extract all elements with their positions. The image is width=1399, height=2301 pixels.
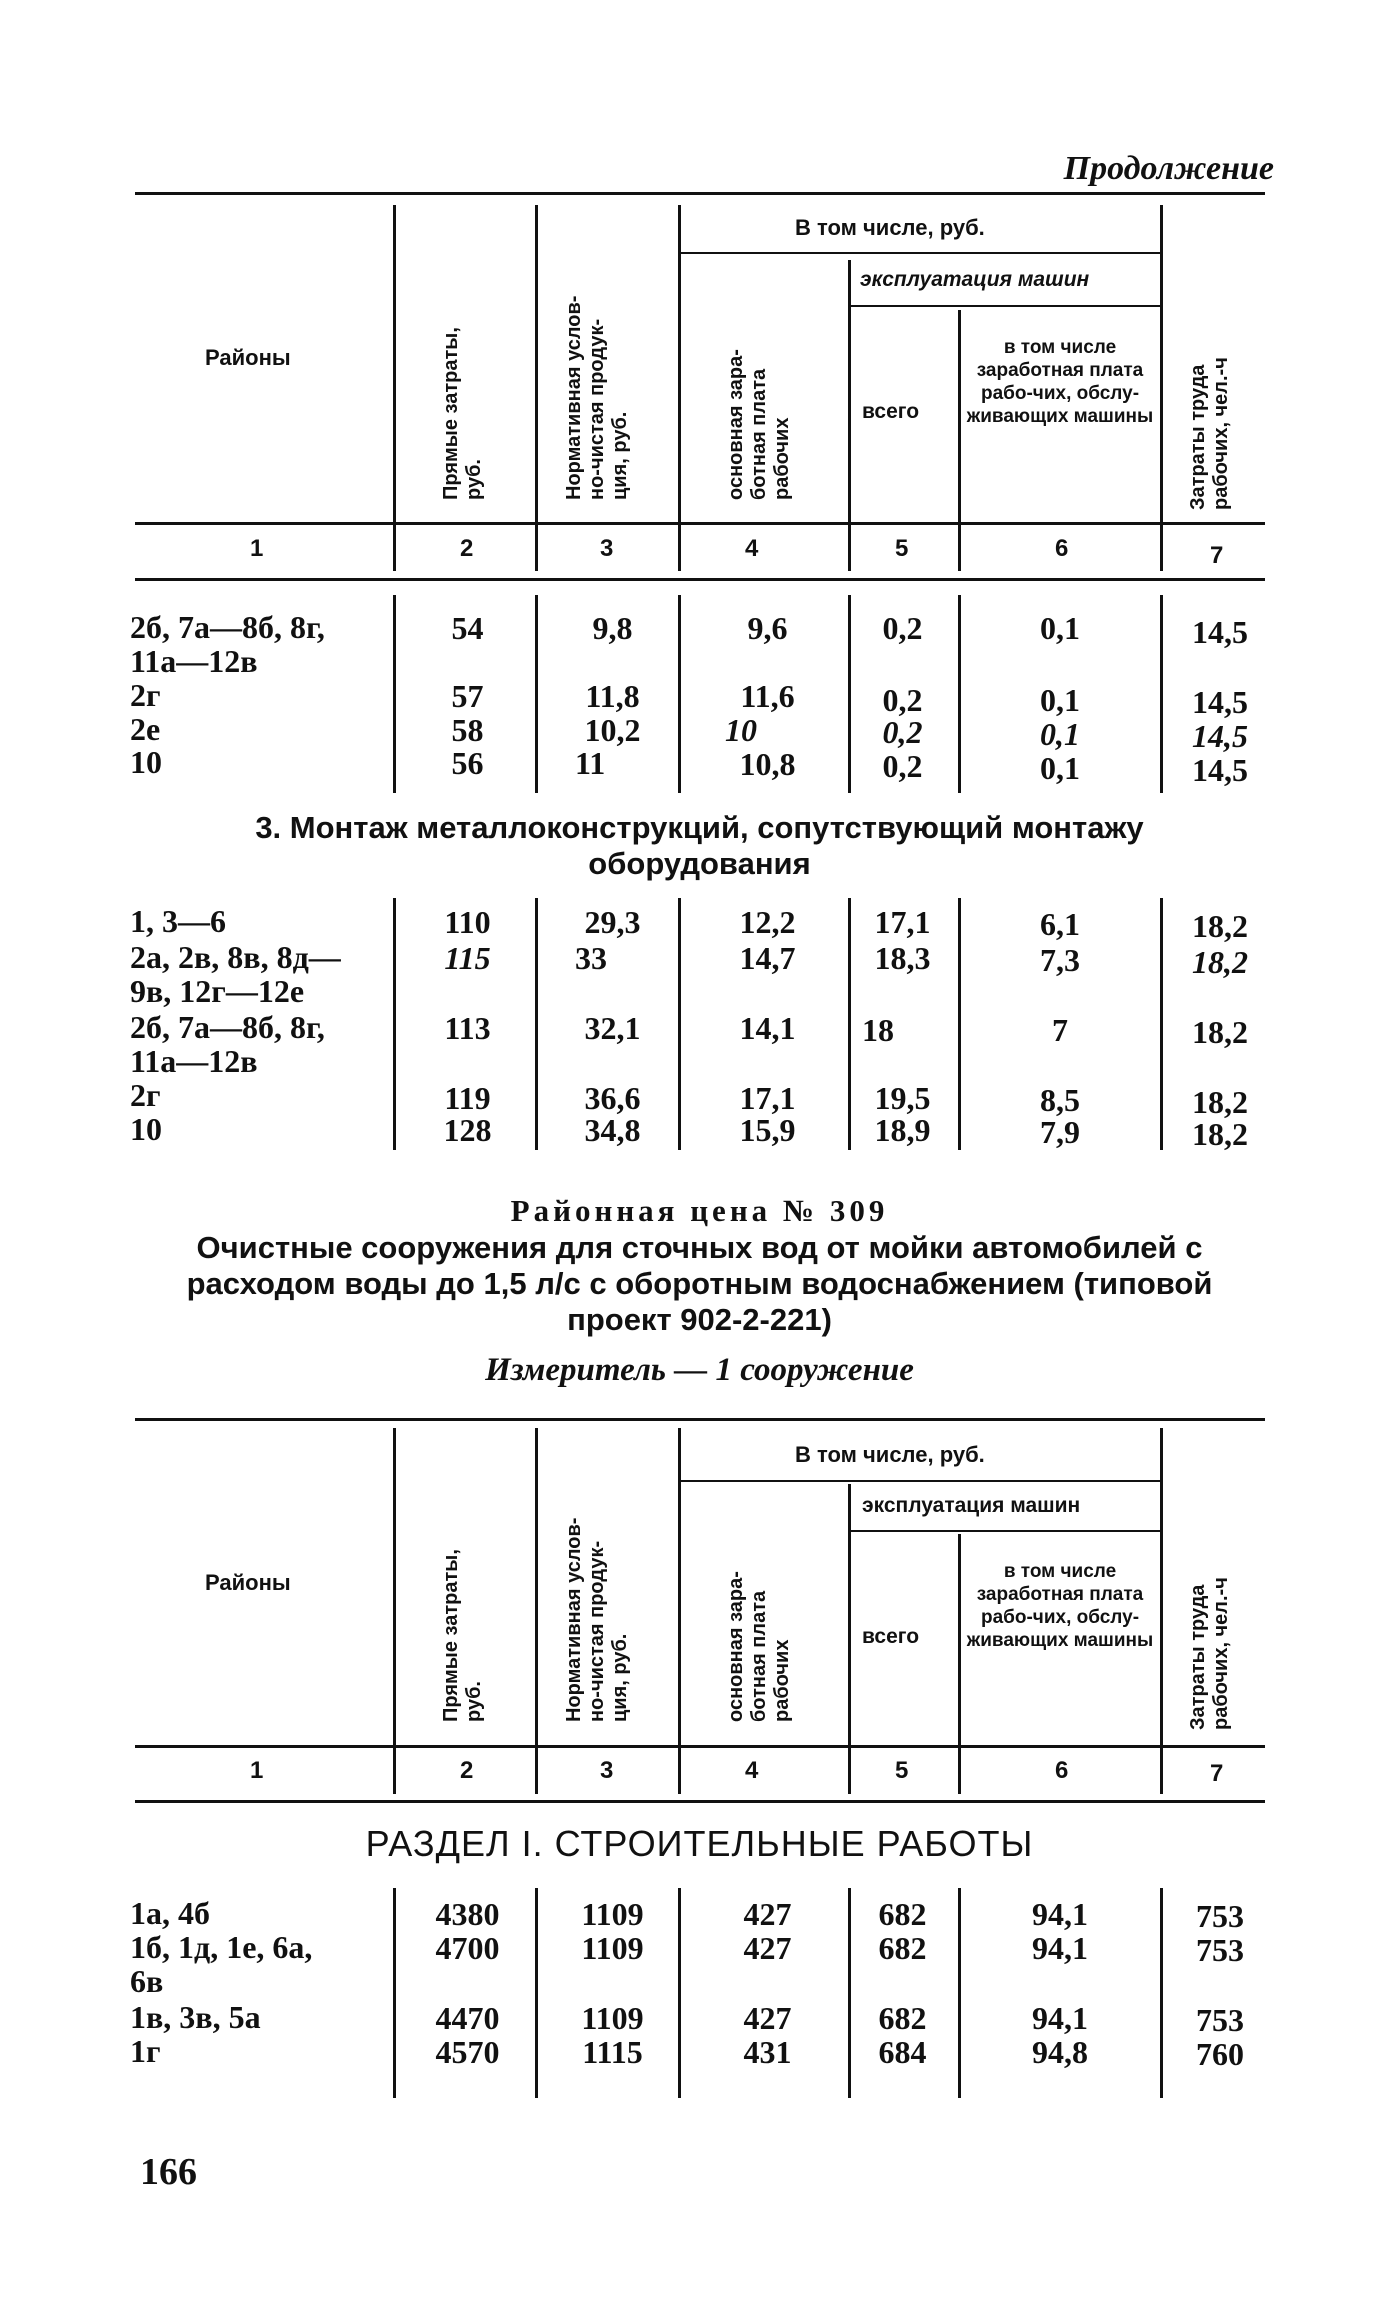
col-number: 2	[460, 1757, 474, 1784]
value-cell: 18,2	[1192, 1084, 1248, 1120]
value-cell: 0,1	[1040, 682, 1080, 718]
value-cell: 36,6	[584, 1080, 641, 1116]
value-cell: 0,2	[882, 748, 923, 784]
region-cell: 2г	[130, 1077, 161, 1113]
value-cell: 56	[451, 745, 484, 781]
region-cell: 10	[130, 744, 162, 780]
value-cell: 33	[575, 940, 607, 976]
value-cell: 29,3	[584, 904, 641, 940]
col-number: 7	[1210, 1760, 1224, 1787]
section-1-title: РАЗДЕЛ I. СТРОИТЕЛЬНЫЕ РАБОТЫ	[365, 1823, 1034, 1864]
value-cell: 94,1	[1032, 1930, 1088, 1966]
header-zatraty: Затраты труда рабочих, чел.-ч	[1187, 1577, 1232, 1730]
value-cell: 57	[451, 678, 484, 714]
value-cell: 18,3	[874, 940, 931, 976]
value-cell: 0,1	[1040, 750, 1080, 786]
value-cell: 18	[862, 1012, 894, 1048]
region-cell: 11а—12в	[130, 1043, 258, 1079]
section-3-title: 3. Монтаж металлоконструкций, сопутствующий монтажу	[255, 810, 1144, 845]
value-cell: 1109	[581, 1930, 644, 1966]
value-cell: 7	[1052, 1012, 1068, 1048]
value-cell: 753	[1196, 1898, 1244, 1934]
value-cell: 14,5	[1192, 684, 1248, 720]
value-cell: 4700	[435, 1930, 500, 1966]
value-cell: 18,2	[1192, 1014, 1248, 1050]
value-cell: 431	[743, 2034, 792, 2070]
region-cell: 11а—12в	[130, 643, 258, 679]
col-number: 6	[1055, 535, 1069, 562]
header-osnovnaya: основная зара- ботная плата рабочих	[725, 1571, 793, 1722]
region-cell: 1, 3—6	[130, 903, 226, 939]
value-cell: 9,8	[592, 610, 633, 646]
col-number: 5	[895, 1757, 909, 1784]
value-cell: 7,3	[1040, 942, 1080, 978]
value-cell: 11,8	[585, 678, 640, 714]
region-cell: 1в, 3в, 5а	[130, 1999, 261, 2035]
value-cell: 1109	[581, 1896, 644, 1932]
header-v-tom-chisle-zarplata: в том числе заработная плата рабо-чих, обслу-живающих машины	[966, 1561, 1154, 1651]
value-cell: 1109	[581, 2000, 644, 2036]
value-cell: 6,1	[1040, 906, 1080, 942]
region-cell: 2г	[130, 677, 161, 713]
price-description: проект 902-2-221)	[567, 1302, 832, 1337]
value-cell: 113	[444, 1010, 491, 1046]
header-osnovnaya: основная зара- ботная плата рабочих	[725, 349, 793, 500]
region-cell: 2а, 2в, 8в, 8д—	[130, 939, 341, 975]
value-cell: 0,2	[882, 610, 923, 646]
value-cell: 17,1	[874, 904, 931, 940]
col-number: 4	[745, 535, 759, 562]
header-rayony: Районы	[205, 1570, 291, 1595]
value-cell: 94,8	[1032, 2034, 1088, 2070]
value-cell: 7,9	[1040, 1114, 1080, 1150]
value-cell: 0,2	[882, 682, 923, 718]
header-vsego: всего	[862, 400, 920, 423]
header-normativnaya: Нормативная услов- но-чистая продук- ция, руб.	[563, 1517, 631, 1722]
region-cell: 2б, 7а—8б, 8г,	[130, 609, 325, 645]
value-cell: 427	[743, 2000, 792, 2036]
col-number: 3	[600, 535, 614, 562]
value-cell: 682	[878, 2000, 927, 2036]
value-cell: 94,1	[1032, 2000, 1088, 2036]
header-rayony: Районы	[205, 345, 291, 370]
col-number: 1	[250, 1757, 264, 1784]
value-cell: 19,5	[874, 1080, 931, 1116]
header-zatraty: Затраты труда рабочих, чел.-ч	[1187, 357, 1232, 510]
col-number: 5	[895, 535, 909, 562]
region-cell: 1б, 1д, 1е, 6а,	[130, 1929, 313, 1965]
value-cell: 0,2	[882, 714, 923, 750]
value-cell: 11	[575, 745, 606, 781]
col-number: 1	[250, 535, 264, 562]
value-cell: 17,1	[739, 1080, 796, 1116]
value-cell: 10,8	[739, 746, 796, 782]
value-cell: 54	[451, 610, 484, 646]
value-cell: 9,6	[747, 610, 788, 646]
value-cell: 58	[451, 712, 484, 748]
value-cell: 753	[1196, 1932, 1244, 1968]
price-description: Очистные сооружения для сточных вод от мойки автомобилей с	[196, 1230, 1203, 1265]
value-cell: 14,7	[739, 940, 796, 976]
continuation-label: Продолжение	[1063, 150, 1274, 187]
value-cell: 427	[743, 1896, 792, 1932]
col-number: 3	[600, 1757, 614, 1784]
value-cell: 1115	[582, 2034, 643, 2070]
value-cell: 8,5	[1040, 1082, 1080, 1118]
value-cell: 34,8	[584, 1112, 641, 1148]
value-cell: 684	[878, 2034, 927, 2070]
value-cell: 18,9	[874, 1112, 931, 1148]
value-cell: 14,5	[1192, 614, 1248, 650]
value-cell: 0,1	[1040, 716, 1080, 752]
col-number: 6	[1055, 1757, 1069, 1784]
value-cell: 0,1	[1040, 610, 1080, 646]
value-cell: 110	[444, 904, 491, 940]
section-3-title-cont: оборудования	[588, 846, 811, 881]
value-cell: 12,2	[739, 904, 796, 940]
value-cell: 11,6	[740, 678, 795, 714]
page-number: 166	[140, 2151, 197, 2193]
header-pryamye: Прямые затраты, руб.	[440, 327, 485, 500]
region-cell: 9в, 12г—12е	[130, 973, 305, 1009]
region-cell: 10	[130, 1111, 162, 1147]
value-cell: 32,1	[584, 1010, 641, 1046]
value-cell: 94,1	[1032, 1896, 1088, 1932]
header-v-tom-chisle-zarplata: в том числе заработная плата рабо-чих, обслу-живающих машины	[966, 337, 1154, 427]
value-cell: 760	[1196, 2036, 1244, 2072]
value-cell: 14,1	[739, 1010, 796, 1046]
value-cell: 14,5	[1192, 752, 1248, 788]
value-cell: 10	[725, 712, 757, 748]
value-cell: 753	[1196, 2002, 1244, 2038]
measure-unit: Измеритель — 1 сооружение	[485, 1352, 914, 1388]
value-cell: 14,5	[1192, 718, 1248, 754]
value-cell: 10,2	[584, 712, 641, 748]
value-cell: 427	[743, 1930, 792, 1966]
header-pryamye: Прямые затраты, руб.	[440, 1549, 485, 1722]
header-v-tom-chisle: В том числе, руб.	[795, 1442, 985, 1467]
col-number: 2	[460, 535, 474, 562]
value-cell: 18,2	[1192, 1116, 1248, 1152]
header-v-tom-chisle: В том числе, руб.	[795, 215, 985, 240]
region-cell: 1а, 4б	[130, 1895, 210, 1931]
value-cell: 4380	[435, 1896, 500, 1932]
value-cell: 119	[444, 1080, 491, 1116]
region-cell: 1г	[130, 2033, 161, 2069]
value-cell: 128	[443, 1112, 492, 1148]
region-cell: 2е	[130, 711, 161, 747]
header-vsego: всего	[862, 1625, 920, 1648]
value-cell: 4470	[435, 2000, 500, 2036]
value-cell: 18,2	[1192, 908, 1248, 944]
header-ekspluataciya: эксплуатация машин	[860, 268, 1090, 291]
header-ekspluataciya: эксплуатация машин	[862, 1494, 1081, 1517]
value-cell: 682	[878, 1896, 927, 1932]
col-number: 4	[745, 1757, 759, 1784]
value-cell: 18,2	[1192, 944, 1248, 980]
value-cell: 682	[878, 1930, 927, 1966]
col-number: 7	[1210, 542, 1224, 569]
value-cell: 15,9	[739, 1112, 796, 1148]
region-cell: 6в	[130, 1963, 164, 1999]
region-cell: 2б, 7а—8б, 8г,	[130, 1009, 325, 1045]
value-cell: 115	[444, 940, 491, 976]
value-cell: 4570	[435, 2034, 500, 2070]
price-description: расходом воды до 1,5 л/с с оборотным водоснабжением (типовой	[186, 1266, 1213, 1301]
price-title: Районная цена № 309	[510, 1193, 889, 1228]
header-normativnaya: Нормативная услов- но-чистая продук- ция, руб.	[563, 295, 631, 500]
